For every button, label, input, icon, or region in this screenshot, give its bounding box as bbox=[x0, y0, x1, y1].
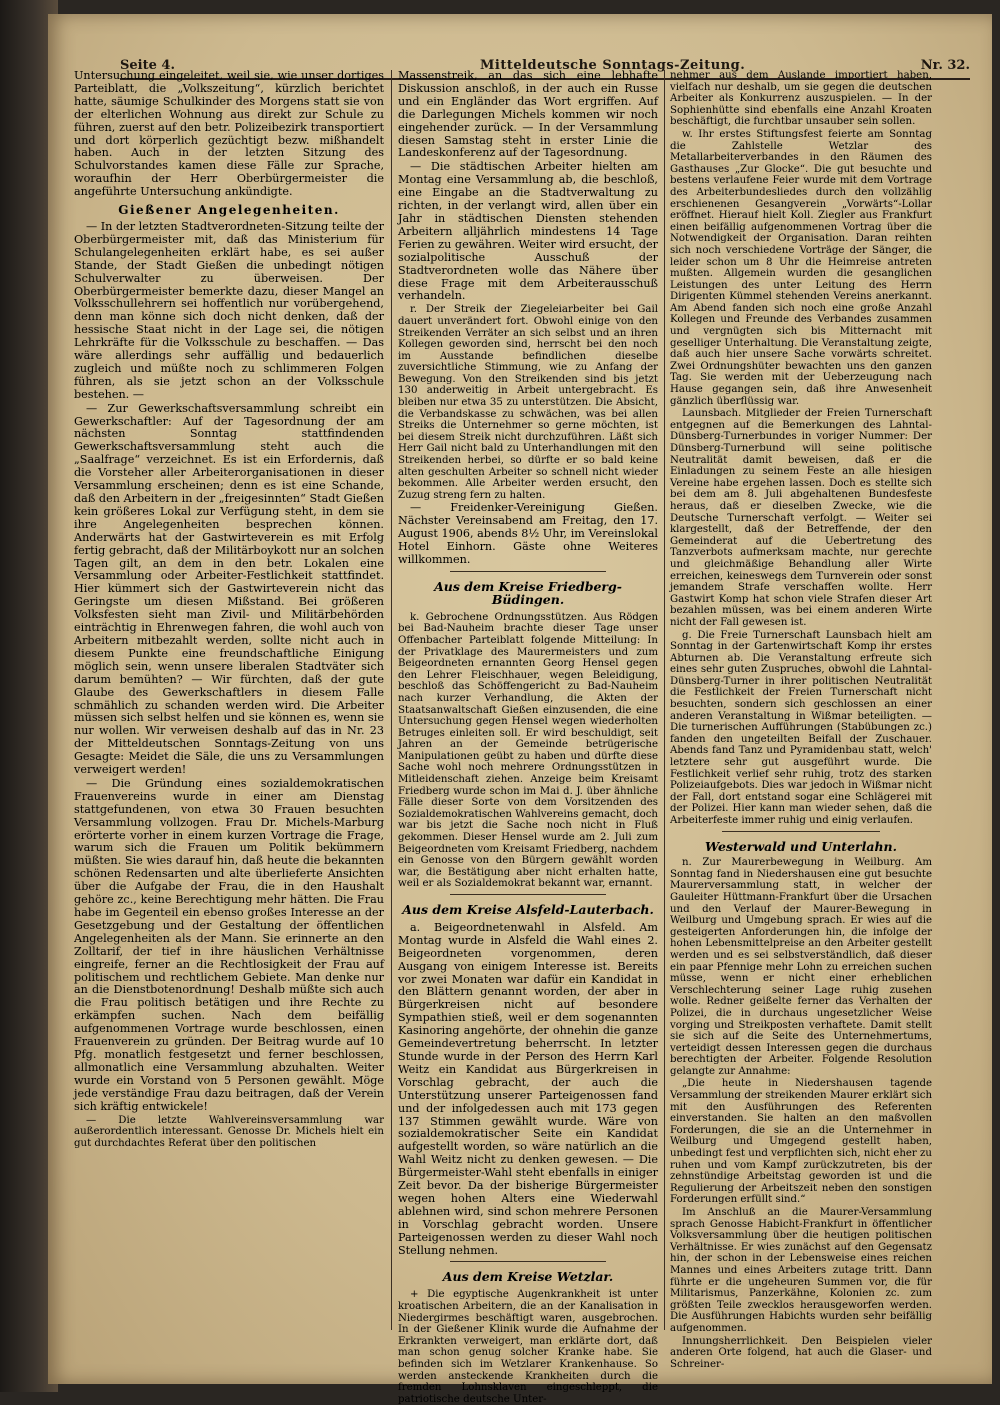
article-paragraph: — Die städtischen Arbeiter hielten am Montag eine Versammlung ab, die beschloß, eine Eingabe an die Stadtverwaltung zu richten, in der verlangt wird, allen über ein Jahr in städtischen Diensten stehenden Arbeitern alljährlich mindestens 14 Tage Ferien zu gewähren. Weiter wird ersucht, der sozialpolitische Ausschuß der Stadtverordneten wolle das Nähere über diese Frage mit dem Arbeiterausschuß verhandeln. bbox=[398, 160, 658, 303]
column-1 bbox=[74, 70, 384, 1330]
issue-number: Nr. 32. bbox=[920, 58, 970, 73]
article-paragraph: — In der letzten Stadtverordneten-Sitzung teilte der Oberbürgermeister mit, daß das Ministerium für Schulangelegenheiten erklärt habe, es sei außer Stande, der Stadt Gießen die unbedingt nötigen Schulverwalter zu überweisen. Der Oberbürgermeister bemerkte dazu, dieser Mangel an Volksschullehrern sei hoffentlich nur vorübergehend, denn man könne sich doch nicht denken, daß der hessische Staat nicht in der Lage sei, die nötigen Lehrkräfte für die Volksschule zu beschaffen. — Das wäre allerdings sehr auffällig und bedauerlich zugleich und müßte noch zu schlimmeren Folgen führen, als sie jetzt schon an der Volksschule bestehen. — bbox=[74, 219, 384, 401]
article-paragraph: — Freidenker-Vereinigung Gießen. Nächster Vereinsabend am Freitag, den 17. August 1906, abends 8½ Uhr, im Vereinslokal Hotel Einhorn. Gäste ohne Weiteres willkommen. bbox=[398, 501, 658, 567]
divider bbox=[722, 831, 879, 832]
article-paragraph: g. Die Freie Turnerschaft Launsbach hielt am Sonntag in der Gartenwirtschaft Komp ihr erstes Abturnen ab. Die Veranstaltung erfreute sich eines sehr guten Zuspruches, obwohl die Lahntal-Dünsberg-Turner in ihrer politischen Neutralität die Festlichkeit der Freien Turnerschaft nicht besuchten, sondern sich geschlossen an einer anderen Veranstaltung in Wißmar beteiligten. — Die turnerischen Aufführungen (Stabübungen zc.) fanden den ungeteilten Beifall der Zuschauer. Abends fand Tanz und Pyramidenbau statt, welch' letztere sehr gut ausgeführt wurde. Die Festlichkeit verlief sehr ruhig, trotz des starken Polizeiaufgebots. Dies war jedoch in Wißmar nicht der Fall, dort entstand sogar eine Schlägerei mit der Polizei. Hier kann man wieder sehen, daß die Arbeiterfeste immer ruhig und einig verlaufen. bbox=[670, 629, 932, 826]
article-paragraph: a. Beigeordnetenwahl in Alsfeld. Am Montag wurde in Alsfeld die Wahl eines 2. Beigeordneten vorgenommen, deren Ausgang von einigem Interesse ist. Bereits vor zwei Monaten war dafür ein Kandidat in den Blättern genannt worden, der aber in Bürgerkreisen nicht auf besondere Sympathien stieß, weil er dem sogenannten Kasinoring angehörte, der ohnehin die ganze Gemeindevertretung beherrscht. In letzter Stunde wurde in der Person des Herrn Karl Weitz ein Kandidat aus Bürgerkreisen in Vorschlag gebracht, der auch die Unterstützung unserer Parteigenossen fand und der infolgedessen auch mit 173 gegen 137 Stimmen gewählt wurde. Wäre von sozialdemokratischer Seite ein Kandidat aufgestellt worden, so wäre natürlich an die Wahl Weitz nicht zu denken gewesen. — Die Bürgermeister-Wahl steht ebenfalls in einiger Zeit bevor. Da der bisherige Bürgermeister wegen hohen Alters eine Wiederwahl ablehnen wird, sind schon mehrere Personen in Vorschlag gebracht worden. Unsere Parteigenossen werden zu dieser Wahl noch Stellung nehmen. bbox=[398, 920, 658, 1257]
article-paragraph: — Die Gründung eines sozialdemokratischen Frauenvereins wurde in einer am Dienstag stattgefundenen, von etwa 30 Frauen besuchten Versammlung vollzogen. Frau Dr. Michels-Marburg erörterte vorher in einem kurzen Vortrage die Frage, warum sich die Frauen um Politik bekümmern müßten. Sie wies darauf hin, daß heute die bekannten schönen Redensarten und alte überlieferte Ansichten über die Aufgabe der Frau, die in den Haushalt gehöre zc., keine Berechtigung mehr hätten. Die Frau habe im Gegenteil ein ebenso großes Interesse an der Gesetzgebung und der Gestaltung der öffentlichen Angelegenheiten als der Mann. Sie erinnerte an den Zolltarif, der tief in ihre häuslichen Verhältnisse eingreife, ferner an die Rechtlosigkeit der Frau auf politischem und rechtlichem Gebiete. Man denke nur an die Dienstbotenordnung! Deshalb müßte sich auch die Frau politisch betätigen und ihre Rechte zu erkämpfen suchen. Nach dem beifällig aufgenommenen Vortrage wurde beschlossen, einen Frauenverein zu gründen. Der Beitrag wurde auf 10 Pfg. monatlich festgesetzt und ferner beschlossen, allmonatlich eine Versammlung abzuhalten. Weiter wurde ein Vorstand von 5 Personen gewählt. Möge jede verständige Frau dazu beitragen, daß der Verein sich kräftig entwickele! bbox=[74, 776, 384, 1113]
article-paragraph: w. Ihr erstes Stiftungsfest feierte am Sonntag die Zahlstelle Wetzlar des Metallarbeiterverbandes in den Räumen des Gasthauses „Zur Glocke“. Die gut besuchte und bestens verlaufene Feier wurde mit dem Vortrage des Arbeiterbundesliedes durch den vollzählig erschienenen Gesangverein „Vorwärts“-Lollar eröffnet. Hierauf hielt Koll. Ziegler aus Frankfurt einen beifällig aufgenommenen Vortrag über die Notwendigkeit der Organisation. Daran reihten sich noch verschiedene Vorträge der Sänger, die leider schon um 8 Uhr die Heimreise antreten mußten. Allgemein wurden die gesanglichen Leistungen des unter Leitung des Herrn Dirigenten Kümmel stehenden Vereins anerkannt. Am Abend fanden sich noch eine große Anzahl Kollegen und Freunde des Verbandes zusammen und vergnügten sich bis Mitternacht mit geselliger Unterhaltung. Die Veranstaltung zeigte, daß auch hier unsere Sache vorwärts schreitet. Zwei Ordnungshüter bewachten uns den ganzen Tag. Sie werden mit der Ueberzeugung nach Hause gegangen sein, daß ihre Anwesenheit gänzlich überflüssig war. bbox=[670, 128, 932, 407]
article-paragraph: — Die letzte Wahlvereinsversammlung war außerordentlich interessant. Genosse Dr. Michels hielt ein gut durchdachtes Referat über den politischen bbox=[74, 1114, 384, 1149]
divider bbox=[450, 571, 606, 572]
article-paragraph: k. Gebrochene Ordnungsstützen. Aus Rödgen bei Bad-Nauheim brachte dieser Tage unser Offenbacher Parteiblatt folgende Mitteilung: In der Privatklage des Maurermeisters und zum Beigeordneten ernannten Georg Hensel gegen den Lehrer Fleischhauer, wegen Beleidigung, beschloß das Schöffengericht zu Bad-Nauheim nach kurzer Verhandlung, die Akten der Staatsanwaltschaft Gießen einzusenden, die eine Untersuchung gegen Hensel wegen wiederholten Betruges einleiten soll. Er wird beschuldigt, seit Jahren an der Gemeinde betrügerische Manipulationen geübt zu haben und dürfte diese Sache wohl noch mehrere Ordnungsstützen in Mitleidenschaft ziehen. Anzeige beim Kreisamt Friedberg wurde schon im Mai d. J. über ähnliche Fälle dieser Sorte von dem Vorsitzenden des Sozialdemokratischen Wahlvereins gemacht, doch war bis jetzt die Sache noch nicht in Fluß gekommen. Dieser Hensel wurde am 2. Juli zum Beigeordneten vom Kreisamt Friedberg, nachdem ein Genosse von den Bürgern gewählt worden war, die Bestätigung aber nicht erhalten hatte, weil er als Sozialdemokrat bekannt war, ernannt. bbox=[398, 611, 658, 890]
article-paragraph: — Zur Gewerkschaftsversammlung schreibt ein Gewerkschaftler: Auf der Tagesordnung der am nächsten Sonntag stattfindenden Gewerkschaftsversammlung steht auch die „Saalfrage“ verzeichnet. Es ist ein Erfordernis, daß die Vorsteher aller Arbeiterorganisationen in dieser Versammlung erscheinen; denn es ist eine Schande, daß den Arbeitern in der „freigesinnten“ Stadt Gießen kein größeres Lokal zur Verfügung steht, in dem sie ihre Angelegenheiten besprechen können. Anderwärts hat der Gastwirteverein es mit Erfolg fertig gebracht, daß der Militärboykott nur an solchen Tagen gilt, an dem in den betr. Lokalen eine Versammlung oder Arbeiter-Festlichkeit stattfindet. Hier kümmert sich der Gastwirteverein nicht das Geringste um diesen Mißstand. Bei größeren Volksfesten sieht man Zivil- und Militärbehörden einträchtig in Ehrenwegen fahren, die wohl auch von Arbeitern mitbezahlt werden, sollte nicht auch in diesem Punkte eine freundschaftliche Einigung möglich sein, wenn unsere liberalen Stadtväter sich darum bemühten? — Wir fürchten, daß der gute Glaube des Gewerkschaftlers in diesem Falle schmählich zu schanden werden wird. Die Arbeiter müssen sich selbst helfen und sie können es, wenn sie nur wollen. Wir verweisen deshalb auf das in Nr. 23 der Mitteldeutschen Sonntags-Zeitung von uns Gesagte: Meidet die Säle, die uns zu Versammlungen verweigert werden! bbox=[74, 401, 384, 777]
column-rule-1 bbox=[391, 70, 392, 1330]
article-paragraph: Im Anschluß an die Maurer-Versammlung sprach Genosse Habicht-Frankfurt in öffentlicher Volksversammlung über die heutigen politischen Verhältnisse. Er wies zunächst auf den Gegensatz hin, der schon in der Lebensweise eines reichen Mannes und eines Arbeiters zutage tritt. Dann führte er die ungeheuren Summen vor, die für Militarismus, Panzerkähne, Kolonien zc. zum größten Teile zwecklos herausgeworfen werden. Die Ausführungen Habichts wurden sehr beifällig aufgenommen. bbox=[670, 1207, 932, 1334]
newspaper-title: Mitteldeutsche Sonntags-Zeitung. bbox=[480, 58, 746, 73]
article-paragraph: Untersuchung eingeleitet, weil sie, wie unser dortiges Parteiblatt, die „Volkszeitung“, kürzlich berichtet hatte, säumige Schulkinder des Morgens statt sie von der elterlichen Wohnung aus direkt zur Schule zu führen, zuerst auf den betr. Polizeibezirk transportiert und dort körperlich gezüchtigt bezw. mißhandelt haben. Auch in der letzten Sitzung des Schulvorstandes kamen diese Fälle zur Sprache, woraufhin der Herr Oberbürgermeister die angeführte Untersuchung ankündigte. bbox=[74, 69, 384, 199]
section-heading: Aus dem Kreise Friedberg-Büdingen. bbox=[434, 578, 622, 607]
resolution-quote: „Die heute in Niedershausen tagende Versammlung der streikenden Maurer erklärt sich mit den Ausführungen des Referenten einverstanden. Sie halten an den maßvollen Forderungen, die sie an die Unternehmer in Weilburg und Umgegend gestellt haben, unbedingt fest und verpflichten sich, nicht eher zu ruhen und vom Kampf zurückzutreten, bis der zehnstündige Arbeitstag geworden ist und die Regulierung der Arbeitszeit neben den sonstigen Forderungen erfüllt sind.“ bbox=[670, 1078, 932, 1206]
article-paragraph: Massenstreik, an das sich eine lebhafte Diskussion anschloß, in der auch ein Russe und ein Engländer das Wort ergriffen. Auf die Darlegungen Michels kommen wir noch eingehender zurück. — In der Versammlung diesen Samstag steht in erster Linie die Landeskonferenz auf der Tagesordnung. bbox=[398, 69, 658, 160]
section-heading: Westerwald und Unterlahn. bbox=[705, 838, 897, 854]
section-heading: Aus dem Kreise Alsfeld-Lauterbach. bbox=[402, 902, 654, 917]
section-heading: Aus dem Kreise Wetzlar. bbox=[442, 1269, 614, 1285]
article-paragraph: + Die egyptische Augenkrankheit ist unter kroatischen Arbeitern, die an der Kanalisation in Niedergirmes beschäftigt waren, ausgebrochen. In der Gießener Klinik wurde die Aufnahme der Erkrankten verweigert, man erklärte dort, daß man schon genug solcher Kranke habe. Sie befinden sich im Wetzlarer Krankenhause. So werden ansteckende Krankheiten durch die fremden Lohnsklaven eingeschleppt, die patriotische deutsche Unter- bbox=[398, 1289, 658, 1405]
column-3 bbox=[670, 70, 932, 1370]
article-paragraph: Launsbach. Mitglieder der Freien Turnerschaft entgegnen auf die Bemerkungen des Lahntal-Dünsberg-Turnerbundes in voriger Nummer: Der Dünsberg-Turnerbund will seine politische Neutralität damit beweisen, daß er die Einladungen zu seinem Feste an alle hiesigen Vereine habe ergehen lassen. Doch es stellte sich bei dem am 8. Juli abgehaltenen Bundesfeste heraus, daß er dieselben Zwecke, wie die Deutsche Turnerschaft verfolgt. — Weiter sei klargestellt, daß der Betreffende, der den Gemeinderat auf die Uebertretung des Tanzverbots aufmerksam machte, nur gerechte und gleichmäßige Behandlung aller Wirte erreichen, keineswegs dem Turnverein oder sonst jemandem Strafe verschaffen wollte. Herr Gastwirt Komp hat schon viele Strafen dieser Art bezahlen müssen, was bei einem anderen Wirte nicht der Fall gewesen ist. bbox=[670, 408, 932, 628]
divider bbox=[450, 1261, 606, 1262]
article-paragraph: Innungsherrlichkeit. Den Beispielen vieler anderen Orte folgend, hat auch die Glaser- und Schreiner- bbox=[670, 1335, 932, 1370]
article-paragraph: n. Zur Maurerbewegung in Weilburg. Am Sonntag fand in Niedershausen eine gut besuchte Maurerversammlung statt, in welcher der Gauleiter Hüttmann-Frankfurt über die Ursachen und den Verlauf der Maurer-Bewegung in Weilburg und Umgebung sprach. Er wies auf die gesteigerten Anforderungen hin, die infolge der hohen Lebensmittelpreise an den Arbeiter gestellt werden und es sei selbstverständlich, daß dieser ein paar Pfennige mehr Lohn zu erreichen suchen müsse, wenn er nicht einer erheblichen Verschlechterung seiner Lage ruhig zusehen wolle. Redner geißelte ferner das Verhalten der Polizei, die in durchaus ungesetzlicher Weise vorging und Streikposten verhaftete. Damit stellt sie sich auf die Seite des Unternehmertums, verteidigt dessen Interessen gegen die durchaus berechtigten der Arbeiter. Folgende Resolution gelangte zur Annahme: bbox=[670, 857, 932, 1077]
column-rule-2 bbox=[664, 70, 665, 1330]
section-heading: Gießener Angelegenheiten. bbox=[118, 203, 340, 218]
page-number: Seite 4. bbox=[120, 58, 175, 73]
article-paragraph: nehmer aus dem Auslande importiert haben, vielfach nur deshalb, um sie gegen die deutschen Arbeiter als Konkurrenz auszuspielen. — In der Sophienhütte sind ebenfalls eine Anzahl Kroaten beschäftigt, die furchtbar unsauber sein sollen. bbox=[670, 70, 932, 128]
column-2 bbox=[398, 69, 658, 1405]
divider bbox=[450, 894, 606, 895]
article-paragraph: r. Der Streik der Ziegeleiarbeiter bei Gail dauert unverändert fort. Obwohl einige von den Streikenden Verräter an sich selbst und an ihren Kollegen geworden sind, herrscht bei den noch im Ausstande befindlichen dieselbe zuversichtliche Stimmung, wie zu Anfang der Bewegung. Von den Streikenden sind bis jetzt 130 anderweitig in Arbeit untergebracht. Es bleiben nur etwa 35 zu unterstützen. Die Absicht, die Verbandskasse zu schwächen, was bei allen Streiks die Unternehmer so gerne möchten, ist bei diesem Streik nicht durchzuführen. Läßt sich Herr Gail nicht bald zu Unterhandlungen mit den Streikenden herbei, so dürfte er so bald keine alten geschulten Arbeiter so schnell nicht wieder bekommen. Alle Arbeiter werden ersucht, den Zuzug streng fern zu halten. bbox=[398, 304, 658, 501]
